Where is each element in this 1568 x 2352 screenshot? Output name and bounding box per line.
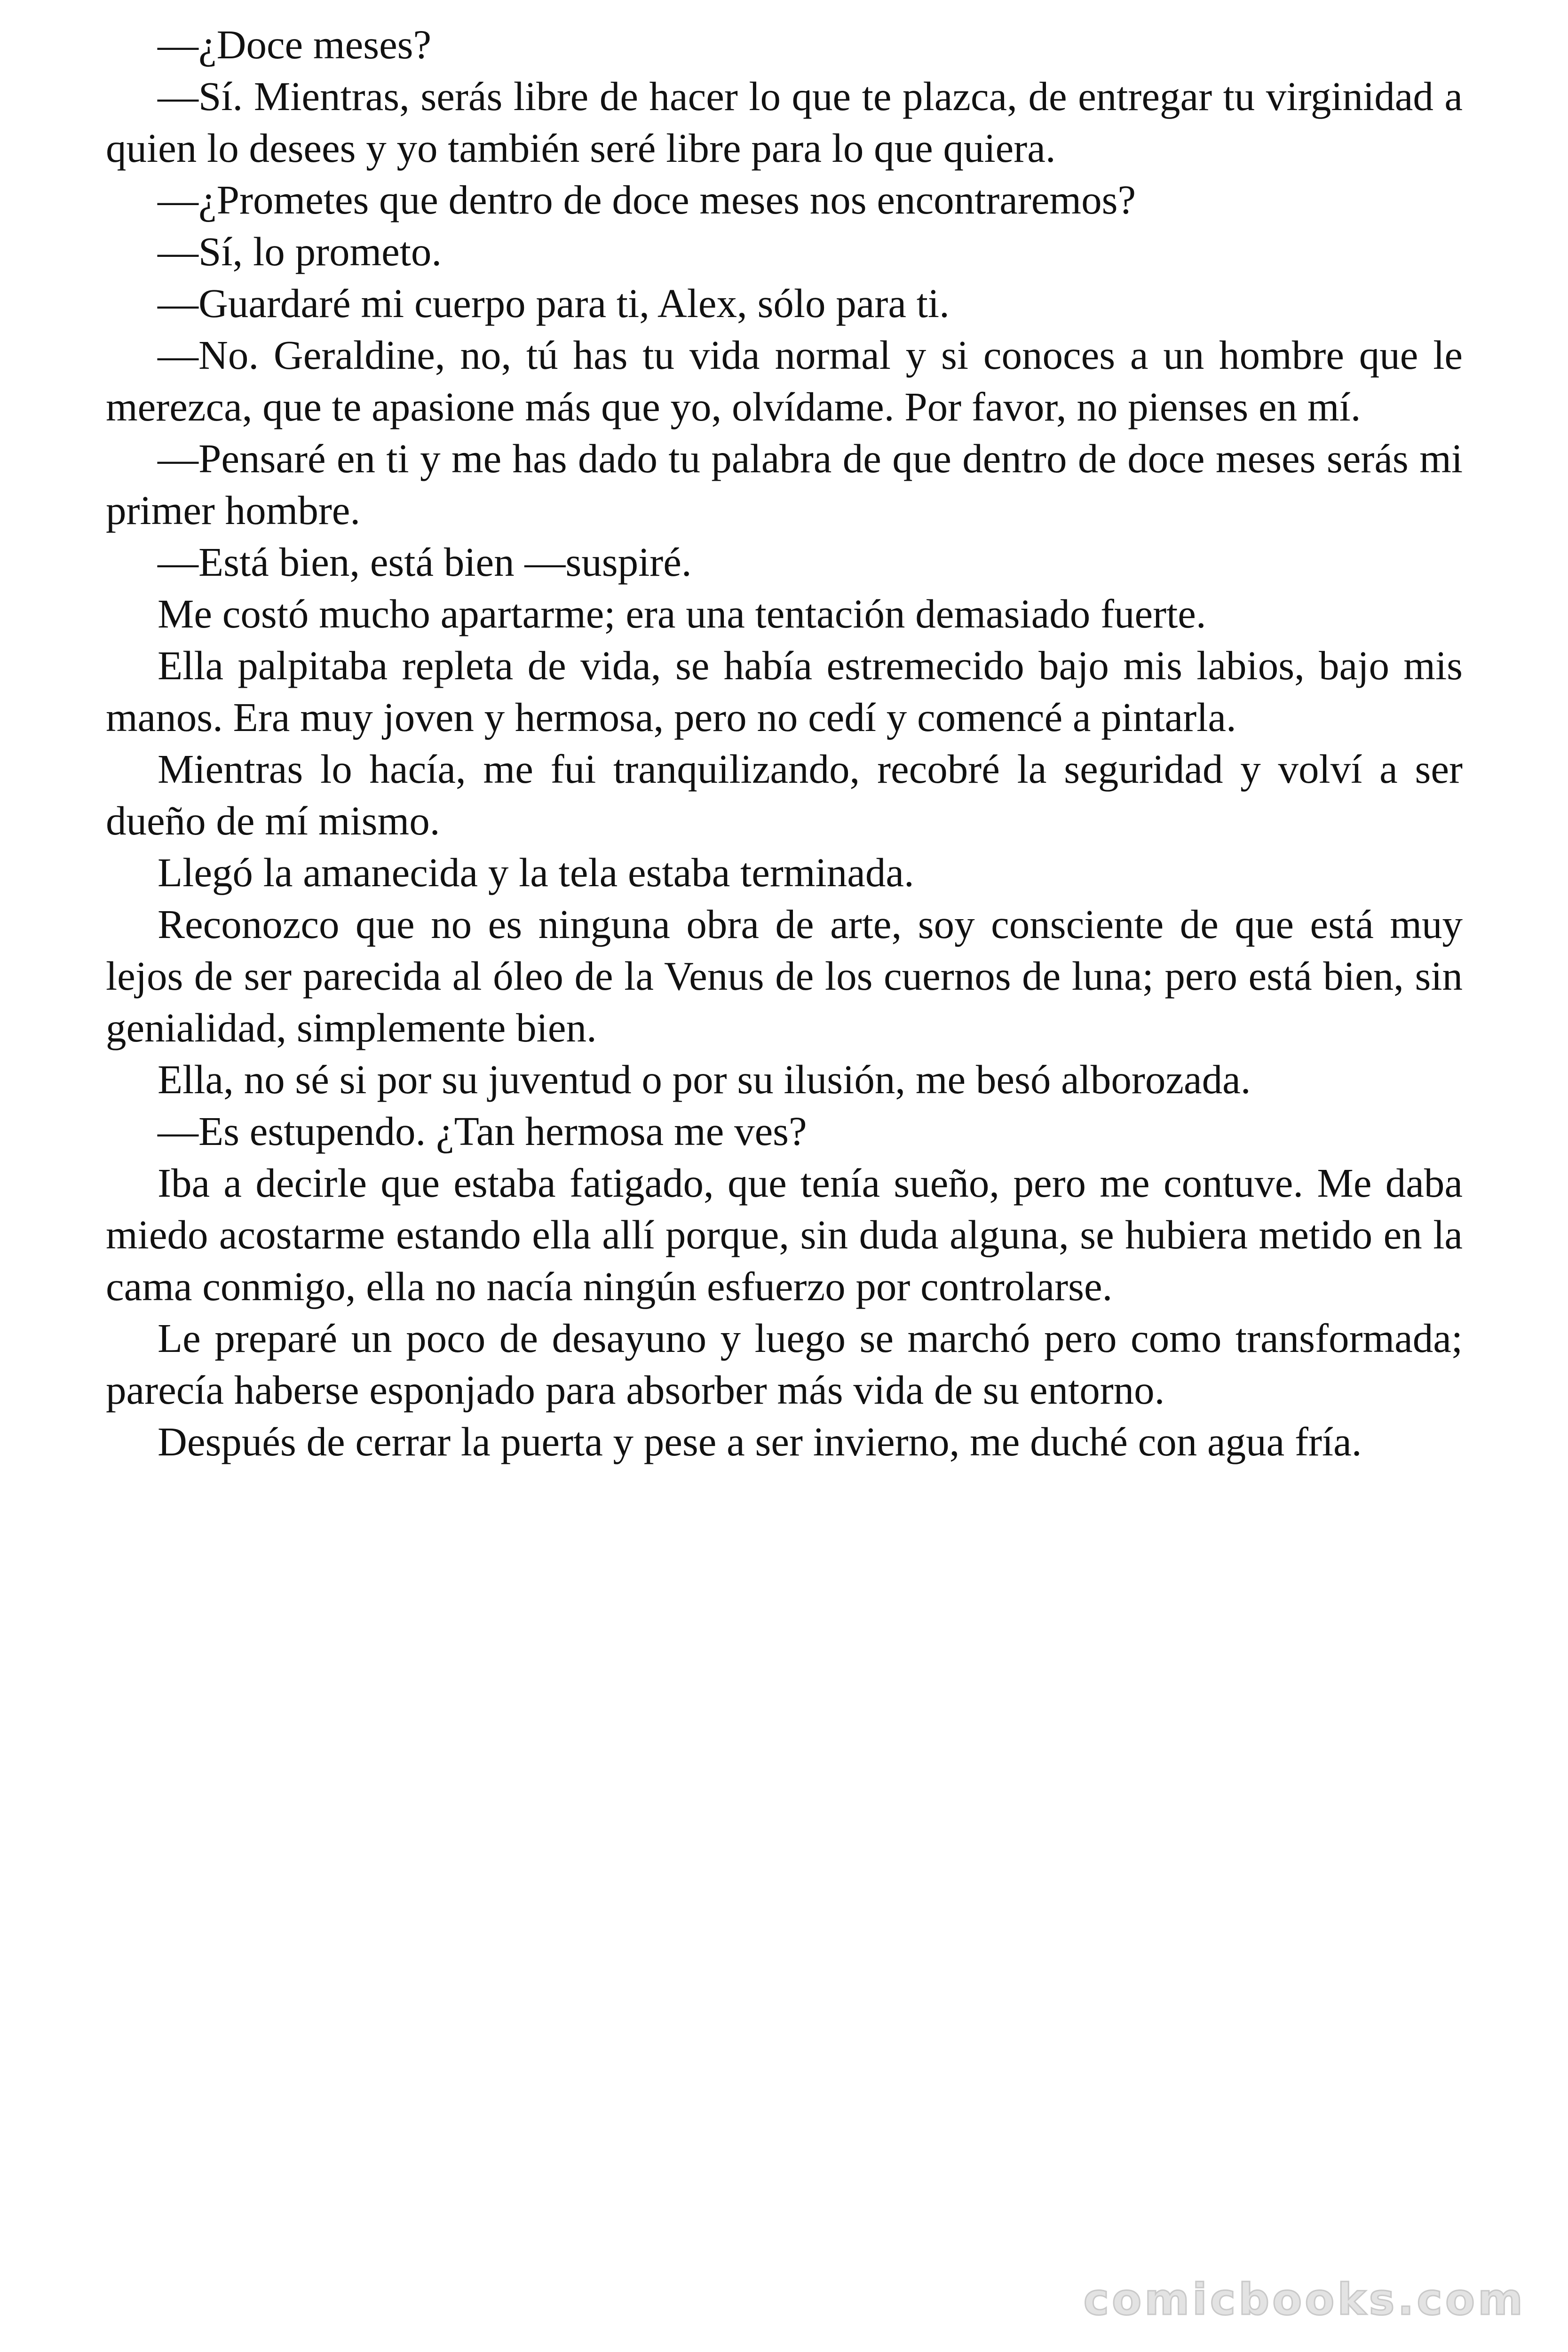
body-text — [106, 19, 1463, 1468]
paragraph: —Pensaré en ti y me has dado tu palabra de que dentro de doce meses serás mi primer hombre. — [106, 436, 1463, 533]
watermark: comicbooks.com — [1083, 2274, 1526, 2325]
paragraph: —Sí, lo prometo. — [158, 229, 442, 274]
paragraph: Mientras lo hacía, me fui tranquilizando, recobré la seguridad y volví a ser dueño de mí mismo. — [106, 746, 1463, 843]
paragraph: —Sí. Mientras, serás libre de hacer lo que te plazca, de entregar tu virginidad a quien lo desees y yo también seré libre para lo que quiera. — [106, 73, 1463, 171]
paragraph: Iba a decirle que estaba fatigado, que tenía sueño, pero me contuve. Me daba miedo acostarme estando ella allí porque, sin duda alguna, se hubiera metido en la cama conmigo, ella no nacía ningún esfuerzo por controlarse. — [106, 1160, 1463, 1309]
paragraph: Reconozco que no es ninguna obra de arte, soy consciente de que está muy lejos de ser parecida al óleo de la Venus de los cuernos de luna; pero está bien, sin genialidad, simplemente bien. — [106, 901, 1463, 1050]
paragraph: Ella palpitaba repleta de vida, se había estremecido bajo mis labios, bajo mis manos. Era muy joven y hermosa, pero no cedí y comencé a pintarla. — [106, 643, 1463, 740]
paragraph: Después de cerrar la puerta y pese a ser invierno, me duché con agua fría. — [158, 1419, 1362, 1464]
paragraph: Llegó la amanecida y la tela estaba terminada. — [158, 850, 914, 895]
paragraph: —¿Doce meses? — [158, 22, 432, 67]
paragraph: Ella, no sé si por su juventud o por su ilusión, me besó alborozada. — [158, 1057, 1251, 1102]
paragraph: —Guardaré mi cuerpo para ti, Alex, sólo para ti. — [158, 280, 950, 326]
paragraph: —¿Prometes que dentro de doce meses nos encontraremos? — [158, 177, 1136, 222]
paragraph: —Es estupendo. ¿Tan hermosa me ves? — [158, 1108, 807, 1154]
paragraph: —Está bien, está bien —suspiré. — [158, 539, 692, 585]
paragraph: Me costó mucho apartarme; era una tentación demasiado fuerte. — [158, 591, 1206, 636]
paragraph: —No. Geraldine, no, tú has tu vida normal y si conoces a un hombre que le merezca, que te apasione más que yo, olvídame. Por favor, no pienses en mí. — [106, 332, 1463, 429]
paragraph: Le preparé un poco de desayuno y luego se marchó pero como transformada; parecía haberse esponjado para absorber más vida de su entorno. — [106, 1315, 1463, 1413]
